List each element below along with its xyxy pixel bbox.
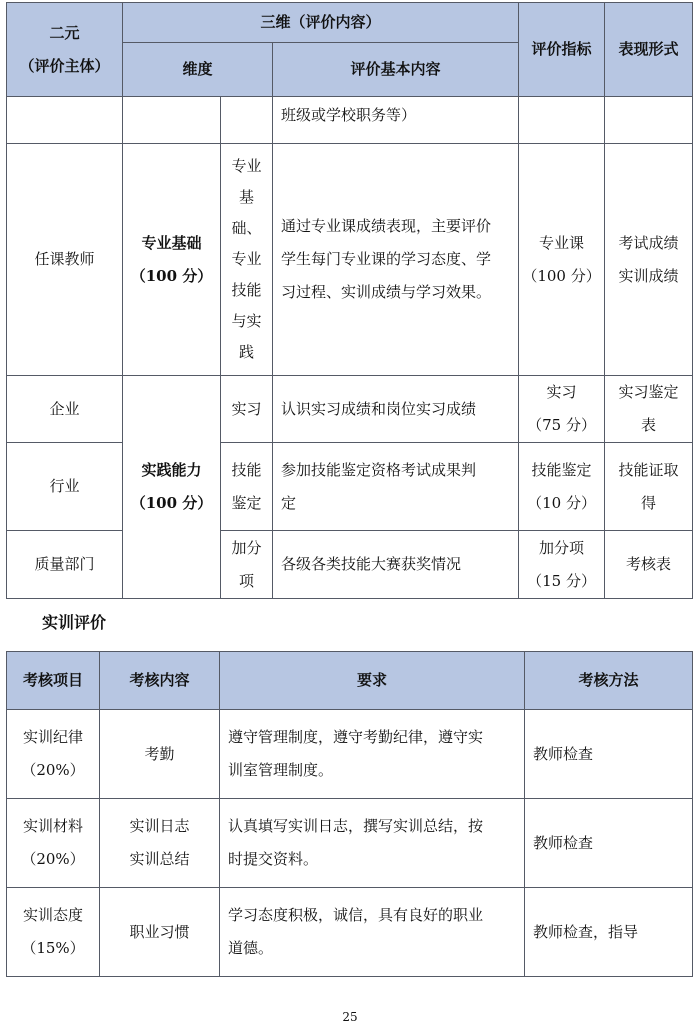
row-item-line1: 实训纪律 xyxy=(22,728,83,746)
header-indicator: 评价指标 xyxy=(519,3,605,97)
enterprise-indicator-line1: 实习 xyxy=(546,383,577,401)
row-requirement-line1: 遵守管理制度，遵守考勤纪律，遵守实 xyxy=(228,728,484,746)
section-title: 实训评价 xyxy=(42,613,107,632)
row-requirement-line2: 训室管理制度。 xyxy=(228,761,334,779)
practice-dimension-line1: 实践能力 xyxy=(141,461,202,479)
teacher-indicator-line1: 专业课 xyxy=(539,233,585,252)
teacher-content-line: 通过专业课成绩表现，主要评价 xyxy=(281,217,492,235)
cont-indicator-cell xyxy=(519,97,605,144)
header-method: 考核方法 xyxy=(525,652,693,710)
teacher-sub-line: 础、 xyxy=(231,219,262,237)
cont-sub-cell xyxy=(221,97,273,144)
industry-form-line1: 技能证取 xyxy=(618,460,679,479)
row-content-line: 实训总结 xyxy=(129,850,190,868)
industry-sub-line1: 技能 xyxy=(231,460,262,479)
row-requirement-line2: 道德。 xyxy=(228,939,274,957)
teacher-indicator-line2: （100 分） xyxy=(522,266,601,285)
row-item-line1: 实训材料 xyxy=(22,817,83,835)
teacher-dimension-line1: 专业基础 xyxy=(141,233,202,252)
row-item-line2: （20%） xyxy=(21,850,85,868)
row-content-line: 考勤 xyxy=(144,744,175,763)
header-subject-line1: 二元 xyxy=(49,23,80,42)
teacher-content-line: 习过程、实训成绩与学习效果。 xyxy=(281,283,492,301)
row-method: 教师检查，指导 xyxy=(525,888,693,977)
row-requirement-line2: 时提交资料。 xyxy=(228,850,319,868)
row-content xyxy=(100,888,220,977)
row-content xyxy=(100,799,220,888)
enterprise-sub: 实习 xyxy=(221,376,273,443)
row-requirement xyxy=(220,710,525,799)
row-content-line: 职业习惯 xyxy=(129,922,190,941)
teacher-form xyxy=(605,144,693,376)
cont-content-cell xyxy=(273,97,519,144)
enterprise-indicator-line2: （75 分） xyxy=(527,416,596,434)
industry-content-line1: 参加技能鉴定资格考试成果判 xyxy=(281,460,477,479)
teacher-dimension xyxy=(123,144,221,376)
quality-indicator xyxy=(519,531,605,599)
row-item-line2: （15%） xyxy=(21,939,85,957)
quality-sub-line2: 项 xyxy=(238,571,254,590)
cont-dim-cell xyxy=(123,97,221,144)
evaluation-table xyxy=(6,2,693,599)
header-item: 考核项目 xyxy=(7,652,100,710)
industry-content xyxy=(273,443,519,531)
teacher-sub-line: 专业 xyxy=(231,250,262,268)
industry-indicator-line1: 技能鉴定 xyxy=(531,460,592,479)
industry-subject: 行业 xyxy=(7,443,123,531)
teacher-form-line1: 考试成绩 xyxy=(618,233,679,252)
industry-form-line2: 得 xyxy=(641,493,657,512)
teacher-subject: 任课教师 xyxy=(7,144,123,376)
enterprise-indicator xyxy=(519,376,605,443)
practice-dimension-line2: （100 分） xyxy=(130,494,213,512)
header-subject xyxy=(7,3,123,97)
quality-content: 各级各类技能大赛获奖情况 xyxy=(273,531,519,599)
row-item xyxy=(7,710,100,799)
enterprise-content: 认识实习成绩和岗位实习成绩 xyxy=(273,376,519,443)
table-row xyxy=(7,710,693,799)
quality-indicator-line2: （15 分） xyxy=(527,571,596,590)
page-number: 25 xyxy=(342,1010,358,1024)
quality-sub xyxy=(221,531,273,599)
teacher-content-line: 学生每门专业课的学习态度、学 xyxy=(281,250,492,268)
enterprise-subject: 企业 xyxy=(7,376,123,443)
cont-subject-cell xyxy=(7,97,123,144)
teacher-sub-line: 与实 xyxy=(231,312,262,330)
header-requirement: 要求 xyxy=(220,652,525,710)
row-item-line1: 实训态度 xyxy=(22,906,83,924)
header-content: 评价基本内容 xyxy=(273,43,519,97)
quality-indicator-line1: 加分项 xyxy=(539,538,585,557)
teacher-content xyxy=(273,144,519,376)
teacher-indicator xyxy=(519,144,605,376)
teacher-sub-line: 专业 xyxy=(231,157,262,175)
industry-sub-line2: 鉴定 xyxy=(231,493,262,512)
row-item xyxy=(7,888,100,977)
training-evaluation-table xyxy=(6,651,693,977)
teacher-subdimension xyxy=(221,144,273,376)
row-item xyxy=(7,799,100,888)
row-requirement xyxy=(220,799,525,888)
header-form: 表现形式 xyxy=(605,3,693,97)
teacher-sub-line: 技能 xyxy=(231,281,262,299)
industry-indicator-line2: （10 分） xyxy=(527,493,596,512)
quality-subject: 质量部门 xyxy=(7,531,123,599)
teacher-dimension-line2: （100 分） xyxy=(130,266,213,285)
header-three-dim: 三维（评价内容） xyxy=(123,3,519,43)
quality-sub-line1: 加分 xyxy=(231,538,262,557)
row-content xyxy=(100,710,220,799)
industry-indicator xyxy=(519,443,605,531)
row-method: 教师检查 xyxy=(525,799,693,888)
header-subject-line2: （评价主体） xyxy=(19,56,110,75)
table-row xyxy=(7,799,693,888)
quality-form: 考核表 xyxy=(605,531,693,599)
cont-content: 班级或学校职务等） xyxy=(281,106,417,124)
header-dimension: 维度 xyxy=(123,43,273,97)
industry-form xyxy=(605,443,693,531)
teacher-form-line2: 实训成绩 xyxy=(618,266,679,285)
cont-form-cell xyxy=(605,97,693,144)
row-requirement xyxy=(220,888,525,977)
row-requirement-line1: 认真填写实训日志，撰写实训总结，按 xyxy=(228,817,484,835)
row-method: 教师检查 xyxy=(525,710,693,799)
practice-dimension xyxy=(123,376,221,599)
teacher-sub-line: 基 xyxy=(238,188,254,206)
enterprise-form xyxy=(605,376,693,443)
row-requirement-line1: 学习态度积极，诚信，具有良好的职业 xyxy=(228,906,484,924)
industry-content-line2: 定 xyxy=(281,493,297,512)
header-check-content: 考核内容 xyxy=(100,652,220,710)
enterprise-form-line2: 表 xyxy=(641,416,657,434)
row-item-line2: （20%） xyxy=(21,761,85,779)
enterprise-form-line1: 实习鉴定 xyxy=(618,383,679,401)
row-content-line: 实训日志 xyxy=(129,817,190,835)
table-row xyxy=(7,888,693,977)
teacher-sub-line: 践 xyxy=(238,343,254,361)
industry-sub xyxy=(221,443,273,531)
